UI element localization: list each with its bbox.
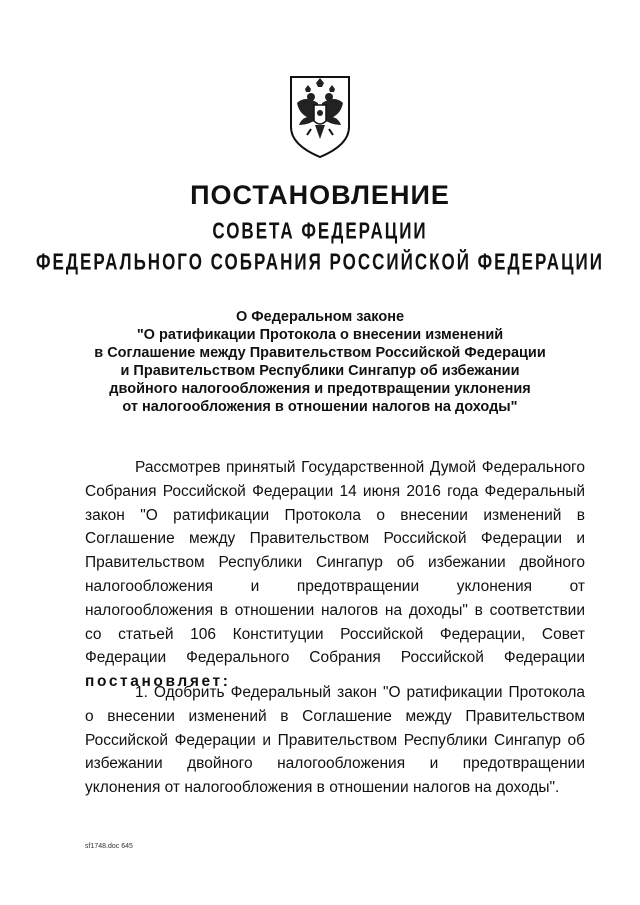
paragraph-line: 1. Одобрить Федеральный закон "О ратификации Протокола: [135, 684, 585, 701]
subject-line: и Правительством Республики Сингапур об избежании: [120, 363, 520, 379]
paragraph-line: уклонения от налогообложения в отношении налогов на доходы".: [85, 779, 560, 797]
paragraph-line: Федерации Федерального Собрания Российской Федерации: [85, 649, 585, 667]
subject-line: в Соглашение между Правительством Российской Федерации: [94, 345, 546, 361]
subject-line: "О ратификации Протокола о внесении изменений: [136, 327, 504, 343]
subject-line: двойного налогообложения и предотвращении уклонения: [109, 381, 531, 397]
paragraph-line: со статьей 106 Конституции Российской Федерации, Совет: [85, 625, 585, 643]
document-title: ПОСТАНОВЛЕНИЕ: [190, 180, 450, 210]
document-subject: [60, 308, 580, 416]
document-subtitle-assembly: ФЕДЕРАЛЬНОГО СОБРАНИЯ РОССИЙСКОЙ ФЕДЕРАЦИИ: [36, 249, 604, 275]
paragraph-line: Собрания Российской Федерации 14 июня 2016 года Федеральный: [85, 482, 585, 500]
paragraph-line: Соглашение между Правительством Российской Федерации и: [85, 530, 585, 548]
paragraph-line: Правительством Республики Сингапур об избежании двойного: [85, 554, 585, 572]
document-subtitle-council: СОВЕТА ФЕДЕРАЦИИ: [212, 218, 428, 244]
paragraph-line: налогообложения и предотвращении уклонения от: [85, 577, 585, 595]
subject-line: О Федеральном законе: [235, 309, 405, 325]
paragraph-line: Рассмотрев принятый Государственной Думой Федерального: [135, 459, 585, 476]
file-reference: sf1748.doc 645: [85, 843, 133, 850]
paragraph-line: Российской Федерации и Правительством Республики Сингапур об: [85, 731, 585, 749]
decree-word: постановляет:: [85, 673, 231, 691]
preamble-paragraph: [85, 456, 585, 694]
subject-line: от налогообложения в отношении налогов на доходы": [122, 399, 518, 415]
paragraph-line: закон "О ратификации Протокола о внесении изменений в: [85, 506, 585, 524]
paragraph-line: налогообложения в отношении налогов на доходы" в соответствии: [85, 601, 585, 619]
paragraph-line: о внесении изменений в Соглашение между Правительством: [85, 707, 585, 725]
coat-of-arms-emblem: [285, 73, 355, 159]
paragraph-line: избежании двойного налогообложения и предотвращении: [85, 755, 585, 773]
resolution-item-1: [85, 681, 585, 800]
